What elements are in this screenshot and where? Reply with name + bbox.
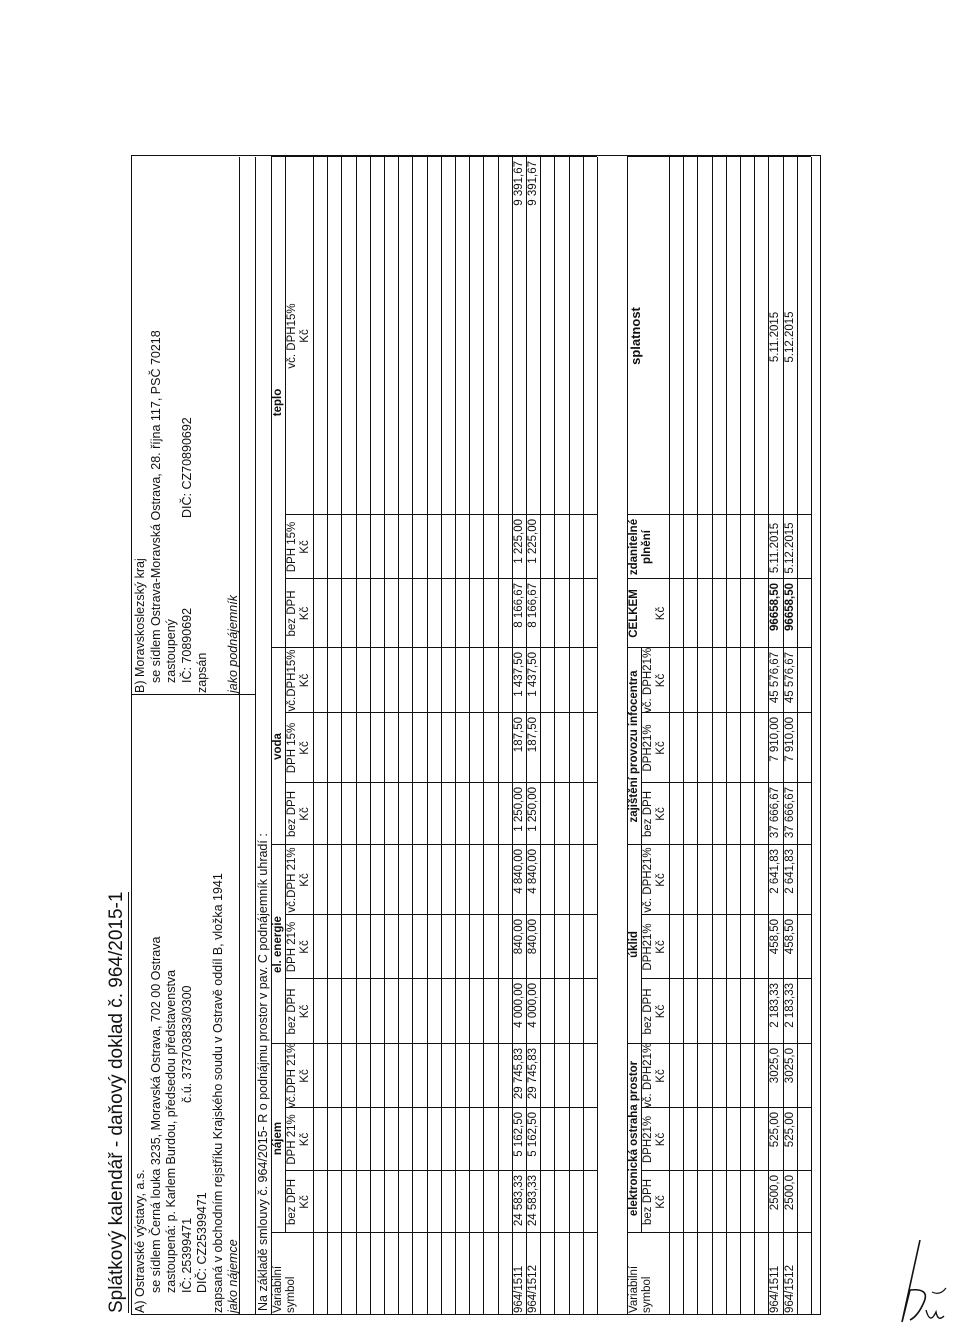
grid-col-line — [285, 782, 597, 783]
grid-row-line — [370, 157, 371, 1315]
amount-cell: 3025,0 — [769, 1048, 782, 1084]
party-a-account: č.ú. 373703833/0300 — [179, 985, 194, 1103]
amount-cell: 187,50 — [512, 717, 525, 753]
services-table — [627, 157, 819, 1315]
amount-cell: 4 000,00 — [512, 983, 525, 1028]
amount-cell: 29 745,83 — [512, 1048, 525, 1100]
due-date-header: splatnost — [628, 307, 643, 365]
amount-cell: 37 666,67 — [769, 787, 782, 839]
group-header: voda — [272, 733, 284, 760]
grid-row-line — [540, 157, 541, 1315]
grid-row-line — [427, 157, 428, 1315]
unit-label: Kč — [655, 873, 667, 887]
grid-row-line — [811, 157, 812, 1315]
column-subheader: bez DPH — [642, 988, 654, 1035]
charges-table — [271, 157, 596, 1315]
handwritten-signature — [880, 1230, 950, 1330]
party-b-representative: zastoupený — [164, 619, 178, 683]
grid-col-line — [271, 647, 597, 648]
amount-cell: 1 250,00 — [512, 787, 525, 832]
unit-label: Kč — [655, 1195, 667, 1209]
amount-cell: 2500,0 — [769, 1175, 782, 1211]
grid-row-line — [583, 157, 584, 1315]
unit-label: Kč — [299, 741, 311, 755]
unit-label: Kč — [655, 741, 667, 755]
party-a-address: se sídlem Černá louka 3235, Moravská Ostrava, 702 00 Ostrava — [148, 936, 163, 1293]
grid-col-line — [271, 844, 597, 845]
total-header: CELKEM — [628, 589, 640, 638]
unit-label: Kč — [299, 1069, 311, 1083]
unit-label: Kč — [299, 606, 311, 621]
date-cell: 5.12.2015 — [783, 311, 796, 363]
party-a-representative: zastoupená: p. Karlem Burdou, předsedou představenstva — [164, 969, 178, 1293]
variable-symbol: 964/1512 — [527, 1265, 539, 1313]
column-subheader: vč.DPH 21% — [286, 847, 298, 913]
column-subheader: vč. DPH15% — [286, 303, 298, 369]
grid-row-line — [469, 157, 470, 1315]
amount-cell: 1 225,00 — [512, 519, 525, 564]
amount-cell: 2 183,33 — [783, 983, 796, 1028]
party-a-name: A) Ostravské výstavy, a.s. — [133, 1169, 147, 1313]
amount-cell: 8 166,67 — [512, 583, 525, 628]
variable-symbol-label: symbol — [285, 1276, 297, 1313]
grid-col-line — [627, 1314, 811, 1315]
variable-symbol: 964/1512 — [783, 1265, 796, 1313]
grid-col-line — [271, 1043, 597, 1044]
grid-row-line — [683, 157, 684, 1315]
date-cell: 5.11.2015 — [769, 522, 782, 574]
grid-col-line — [285, 1170, 597, 1171]
column-subheader: vč. DPH21% — [642, 647, 654, 713]
grid-row-line — [313, 157, 314, 1315]
variable-symbol: 964/1511 — [769, 1265, 782, 1313]
grid-row-line — [712, 157, 713, 1315]
unit-label: Kč — [299, 1004, 311, 1019]
grid-row-line — [569, 157, 570, 1315]
unit-label: Kč — [299, 329, 311, 343]
amount-cell: 7 910,00 — [783, 717, 796, 762]
taxable-date-header: zdanitelné plnění — [628, 518, 653, 576]
unit-label: Kč — [299, 940, 311, 954]
column-subheader: DPH 21% — [286, 1114, 298, 1165]
party-a-dic: DIČ: CZ25399471 — [195, 1192, 209, 1293]
total-amount: 96658,50 — [769, 583, 782, 631]
column-subheader: vč. DPH21% — [642, 1042, 654, 1108]
column-subheader: vč.DPH15% — [286, 649, 298, 712]
amount-cell: 4 840,00 — [512, 849, 525, 894]
amount-cell: 187,50 — [527, 717, 539, 753]
amount-cell: 2 183,33 — [769, 983, 782, 1028]
group-header: úklid — [628, 931, 640, 958]
party-b-ic: IČ: 70890692 — [179, 607, 194, 683]
amount-cell: 2500,0 — [783, 1175, 796, 1211]
amount-cell: 4 840,00 — [527, 849, 539, 894]
grid-col-line — [627, 514, 811, 515]
column-subheader: DPH21% — [642, 724, 654, 772]
amount-cell: 458,50 — [769, 919, 782, 955]
amount-cell: 7 910,00 — [769, 717, 782, 762]
column-subheader: bez DPH — [642, 1178, 654, 1226]
grid-col-line — [285, 914, 597, 915]
group-header: zajištění provozu infocentra — [628, 670, 640, 823]
party-b-name: B) Moravskoslezský kraj — [133, 558, 147, 693]
amount-cell: 1 437,50 — [512, 652, 525, 697]
amount-cell: 5 162,50 — [527, 1112, 539, 1157]
variable-symbol: 964/1511 — [512, 1265, 525, 1313]
amount-cell: 3025,0 — [783, 1048, 796, 1084]
grid-row-line — [740, 157, 741, 1315]
amount-cell: 37 666,67 — [783, 787, 796, 839]
unit-label: Kč — [655, 606, 667, 621]
party-a-underline — [239, 157, 240, 1315]
unit-label: Kč — [655, 1132, 667, 1147]
grid-row-line — [554, 157, 555, 1315]
grid-col-line — [285, 978, 597, 979]
grid-row-line — [669, 157, 670, 1315]
party-b-role: jako podnájemník — [226, 595, 240, 693]
unit-label: Kč — [299, 1132, 311, 1147]
column-subheader: vč.DPH 21% — [286, 1042, 298, 1108]
amount-cell: 9 391,67 — [512, 161, 525, 206]
unit-label: Kč — [299, 873, 311, 887]
unit-label: Kč — [299, 1195, 311, 1209]
grid-row-line — [327, 157, 328, 1315]
unit-label: Kč — [655, 940, 667, 954]
grid-row-line — [483, 157, 484, 1315]
column-subheader: bez DPH — [286, 988, 298, 1035]
amount-cell: 8 166,67 — [527, 583, 539, 628]
date-cell: 5.12.2015 — [783, 522, 796, 574]
party-b-dic: DIČ: CZ70890692 — [179, 417, 194, 518]
grid-row-line — [597, 157, 598, 1315]
group-header: nájem — [272, 1121, 284, 1156]
amount-cell: 458,50 — [783, 919, 796, 955]
unit-label: Kč — [655, 1004, 667, 1019]
column-subheader: bez DPH — [286, 590, 298, 637]
column-subheader: DPH 21% — [286, 921, 298, 973]
grid-row-line — [754, 157, 755, 1315]
group-header: el. energie — [272, 916, 284, 973]
group-header: teplo — [272, 388, 284, 417]
grid-col-line — [627, 156, 811, 157]
party-a-register: zapsaná v obchodním rejstříku Krajského soudu v Ostravě oddíl B, vložka 1941 — [210, 873, 225, 1313]
amount-cell: 840,00 — [512, 919, 525, 955]
amount-cell: 24 583,33 — [527, 1175, 539, 1227]
party-b-address: se sídlem Ostrava-Moravská Ostrava, 28. října 117, PSČ 70218 — [148, 330, 163, 683]
party-a-role: jako nájemce — [226, 1239, 240, 1313]
grid-row-line — [384, 157, 385, 1315]
grid-row-line — [455, 157, 456, 1315]
amount-cell: 525,00 — [783, 1112, 796, 1148]
amount-cell: 5 162,50 — [512, 1112, 525, 1157]
amount-cell: 4 000,00 — [527, 983, 539, 1028]
column-subheader: DPH21% — [642, 923, 654, 971]
grid-col-line — [285, 712, 597, 713]
variable-symbol-label: Variabilní — [272, 1265, 284, 1313]
amount-cell: 9 391,67 — [527, 161, 539, 206]
contract-basis: Na základě smlouvy č. 964/2015- R o podnájmu prostor v pav. C podnájemník uhradí : — [256, 833, 270, 1311]
grid-row-line — [498, 157, 499, 1315]
amount-cell: 2 641,83 — [783, 849, 796, 894]
unit-label: Kč — [299, 540, 311, 554]
unit-label: Kč — [655, 673, 667, 688]
party-divider — [131, 694, 255, 695]
grid-col-line — [271, 1232, 597, 1233]
grid-col-line — [285, 514, 597, 515]
variable-symbol-label: Variabilní — [628, 1265, 640, 1313]
grid-row-line — [797, 157, 798, 1315]
grid-row-line — [412, 157, 413, 1315]
grid-row-line — [341, 157, 342, 1315]
party-a — [133, 873, 242, 1313]
column-subheader: DPH 15% — [286, 722, 298, 774]
unit-label: Kč — [655, 807, 667, 821]
variable-symbol-label: symbol — [641, 1276, 653, 1313]
column-subheader: bez DPH — [642, 790, 654, 838]
amount-cell: 24 583,33 — [512, 1175, 525, 1227]
amount-cell: 2 641,83 — [769, 849, 782, 894]
grid-row-line — [697, 157, 698, 1315]
payment-schedule-sheet — [103, 155, 821, 1315]
group-header: elektronická ostraha prostor — [628, 1060, 640, 1217]
column-subheader: DPH21% — [642, 1115, 654, 1164]
amount-cell: 1 225,00 — [527, 519, 539, 564]
amount-cell: 45 576,67 — [783, 652, 796, 704]
grid-row-line — [726, 157, 727, 1315]
amount-cell: 45 576,67 — [769, 652, 782, 704]
column-subheader: vč. DPH21% — [642, 847, 654, 913]
amount-cell: 1 250,00 — [527, 787, 539, 832]
unit-label: Kč — [299, 673, 311, 688]
party-a-ic: IČ: 25399471 — [179, 1217, 194, 1293]
grid-row-line — [398, 157, 399, 1315]
grid-col-line — [271, 156, 597, 157]
total-amount: 96658,50 — [783, 583, 796, 631]
unit-label: Kč — [299, 807, 311, 821]
party-b — [133, 330, 242, 693]
document-title: Splátkový kalendář - daňový doklad č. 964/2015-1 — [106, 891, 127, 1313]
amount-cell: 525,00 — [769, 1112, 782, 1148]
grid-col-line — [285, 1107, 597, 1108]
unit-label: Kč — [655, 1069, 667, 1083]
column-subheader: DPH 15% — [286, 521, 298, 573]
column-subheader: bez DPH — [286, 1178, 298, 1226]
date-cell: 5.11.2015 — [769, 311, 782, 363]
amount-cell: 1 437,50 — [527, 652, 539, 697]
grid-row-line — [441, 157, 442, 1315]
amount-cell: 840,00 — [527, 919, 539, 955]
amount-cell: 29 745,83 — [527, 1048, 539, 1100]
grid-row-line — [356, 157, 357, 1315]
column-subheader: bez DPH — [286, 790, 298, 838]
grid-col-line — [285, 578, 597, 579]
party-b-register: zapsán — [195, 652, 209, 693]
